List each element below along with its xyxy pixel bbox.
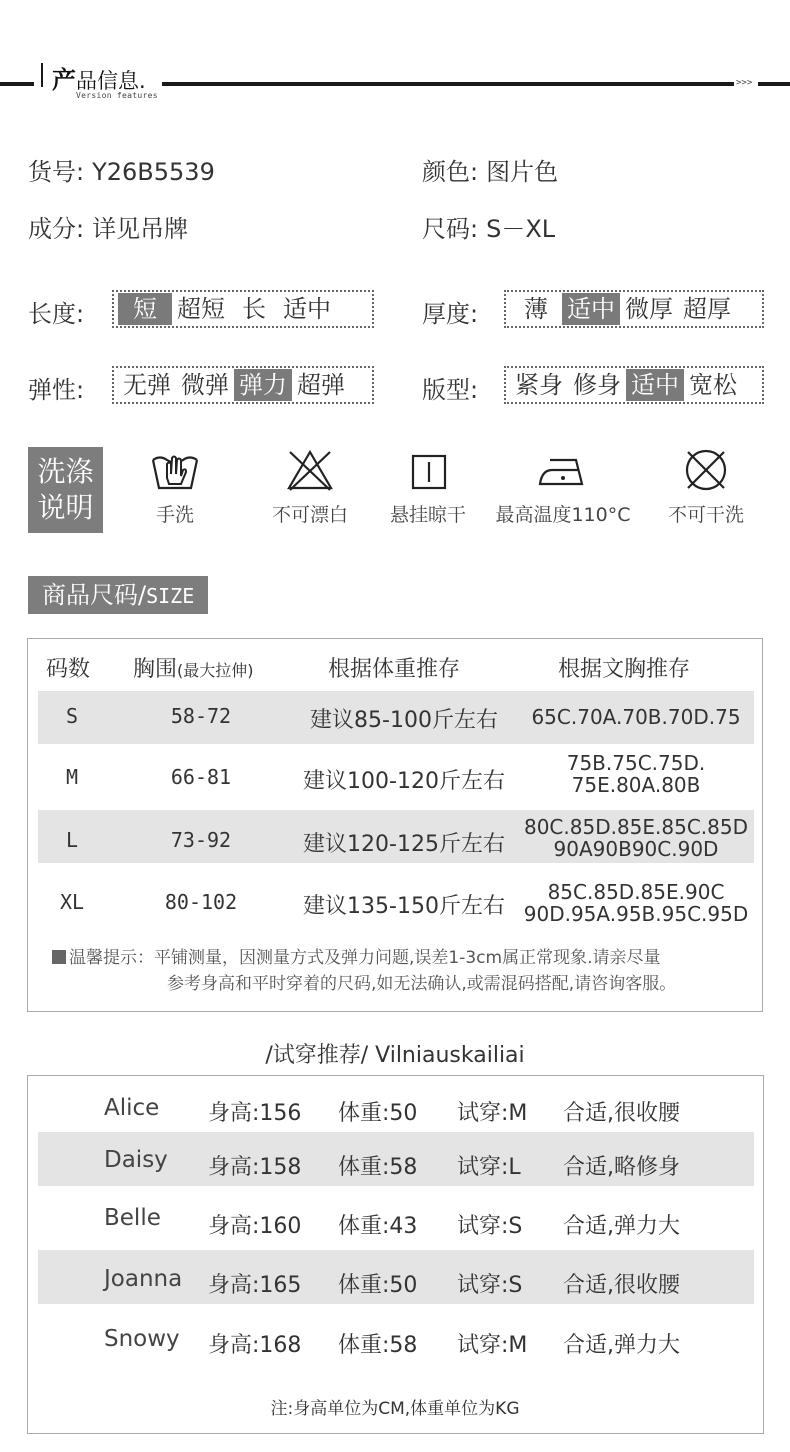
wash-item-no-bleach (262, 448, 358, 527)
header-right-rule (758, 82, 790, 86)
header-divider-bar (41, 63, 43, 87)
wash-label: 不可漂白 (271, 504, 348, 526)
try-on-note: 注:身高单位为CM,体重单位为KG (270, 1399, 520, 1419)
length-option: 适中 (283, 295, 331, 323)
size-cell: L (65, 828, 79, 852)
fit-option: 宽松 (689, 371, 737, 399)
wash-label: 手洗 (155, 504, 194, 526)
length-option: 超短 (177, 295, 225, 323)
tester-comment: 合适,很收腰 (563, 1101, 680, 1126)
tester-name: Joanna (104, 1266, 183, 1292)
no-dry-clean-icon (681, 448, 731, 492)
tester-comment: 合适,很收腰 (563, 1273, 680, 1298)
thickness-option: 超厚 (683, 295, 731, 323)
bra-cell: 80C.85D.85E.85C.85D 90A90B90C.90D (523, 815, 749, 861)
bra-cell: 85C.85D.85E.90C 90D.95A.95B.95C.95D (523, 880, 749, 926)
size-cell: M (65, 765, 79, 789)
tester-comment: 合适,略修身 (563, 1155, 680, 1180)
fit-option: 适中 (626, 369, 684, 401)
elasticity-option: 无弹 (123, 371, 171, 399)
tester-size: 试穿:M (457, 1101, 528, 1126)
elasticity-options (112, 366, 374, 404)
fit-option: 修身 (573, 371, 621, 399)
wash-instructions-title: 洗涤 说明 (28, 447, 103, 533)
iron-icon (536, 448, 590, 492)
size-note-line1: 温馨提示：平铺测量，因测量方式及弹力问题,误差1-3cm属正常现象.请亲尽量 (52, 945, 660, 971)
tester-size: 试穿:S (457, 1214, 523, 1239)
try-on-title: /试穿推荐/ Vilniauskailiai (265, 1043, 525, 1068)
tester-height: 身高:156 (208, 1101, 302, 1126)
wash-label: 不可干洗 (667, 504, 744, 526)
section-title-product-info: 产品信息. (52, 66, 146, 94)
header-rule (162, 82, 734, 86)
length-option: 短 (118, 293, 172, 325)
material-info (28, 209, 188, 244)
tester-weight: 体重:50 (338, 1101, 418, 1126)
size-note-line2: 参考身高和平时穿着的尺码,如无法确认,或需混码搭配,请咨询客服。 (167, 974, 677, 994)
item-number (28, 152, 215, 187)
section-subtitle: Version features (76, 91, 158, 100)
weight-cell: 建议100-120斤左右 (303, 769, 505, 794)
size-header-bust: 胸围(最大拉伸) (133, 657, 254, 682)
length-label: 长度: (28, 300, 85, 328)
bust-cell: 66-81 (170, 765, 232, 789)
size-header-size: 码数 (46, 657, 91, 682)
weight-cell: 建议85-100斤左右 (310, 708, 498, 733)
length-options (112, 290, 374, 328)
size-label: 尺码: (422, 215, 479, 243)
header-left-rule (0, 82, 34, 86)
no-bleach-icon (285, 448, 335, 492)
tester-name: Daisy (104, 1147, 168, 1173)
thickness-options (504, 290, 764, 328)
tester-height: 身高:160 (208, 1214, 302, 1239)
material-label: 成分: (28, 215, 85, 243)
thickness-option: 微厚 (625, 295, 673, 323)
tester-name: Belle (104, 1205, 161, 1231)
tester-weight: 体重:58 (338, 1155, 418, 1180)
hand-wash-icon (150, 448, 200, 492)
tester-name: Alice (104, 1095, 160, 1121)
fit-option: 紧身 (515, 371, 563, 399)
material-value: 详见吊牌 (92, 215, 189, 243)
thickness-label: 厚度: (422, 300, 479, 328)
size-cell: XL (59, 890, 85, 914)
tester-name: Snowy (104, 1326, 180, 1352)
item-number-value: Y26B5539 (92, 158, 215, 186)
tester-height: 身高:168 (208, 1333, 302, 1358)
color-value: 图片色 (486, 158, 559, 186)
elasticity-option: 超弹 (297, 371, 345, 399)
size-header-bra: 根据文胸推存 (558, 657, 691, 682)
bust-cell: 58-72 (170, 704, 232, 728)
tester-height: 身高:158 (208, 1155, 302, 1180)
length-option: 长 (242, 295, 266, 323)
wash-item-iron (490, 448, 636, 527)
size-cell: S (65, 704, 79, 728)
wash-item-hang-dry (380, 448, 476, 527)
item-number-label: 货号: (28, 158, 85, 186)
size-section-title: 商品尺码/SIZE (28, 576, 208, 614)
tester-size: 试穿:M (457, 1333, 528, 1358)
tester-comment: 合适,弹力大 (563, 1333, 680, 1358)
color-label: 颜色: (422, 158, 479, 186)
fit-options (504, 366, 764, 404)
size-info (422, 209, 555, 244)
weight-cell: 建议135-150斤左右 (303, 894, 505, 919)
color-info (422, 152, 558, 187)
wash-label: 悬挂晾干 (389, 504, 466, 526)
bust-cell: 73-92 (170, 828, 232, 852)
tester-size: 试穿:S (457, 1273, 523, 1298)
bra-cell: 65C.70A.70B.70D.75 (531, 705, 741, 729)
weight-cell: 建议120-125斤左右 (303, 832, 505, 857)
elasticity-option: 微弹 (181, 371, 229, 399)
tester-weight: 体重:58 (338, 1333, 418, 1358)
tester-height: 身高:165 (208, 1273, 302, 1298)
tester-weight: 体重:43 (338, 1214, 418, 1239)
header-arrows: >>> (736, 78, 753, 88)
wash-label: 最高温度110°C (495, 504, 631, 526)
size-header-weight: 根据体重推存 (328, 657, 461, 682)
wash-item-hand-wash (130, 448, 220, 527)
thickness-option: 薄 (524, 295, 548, 323)
hang-dry-icon (403, 448, 453, 492)
bra-cell: 75B.75C.75D. 75E.80A.80B (566, 751, 706, 797)
elasticity-option: 弹力 (234, 369, 292, 401)
size-value: S－XL (486, 215, 556, 243)
elasticity-label: 弹性: (28, 376, 85, 404)
note-square-icon (52, 950, 66, 964)
thickness-option: 适中 (562, 293, 620, 325)
fit-label: 版型: (422, 376, 479, 404)
tester-weight: 体重:50 (338, 1273, 418, 1298)
bust-cell: 80-102 (164, 890, 238, 914)
tester-comment: 合适,弹力大 (563, 1214, 680, 1239)
wash-item-no-dry-clean (658, 448, 754, 527)
tester-size: 试穿:L (457, 1155, 521, 1180)
